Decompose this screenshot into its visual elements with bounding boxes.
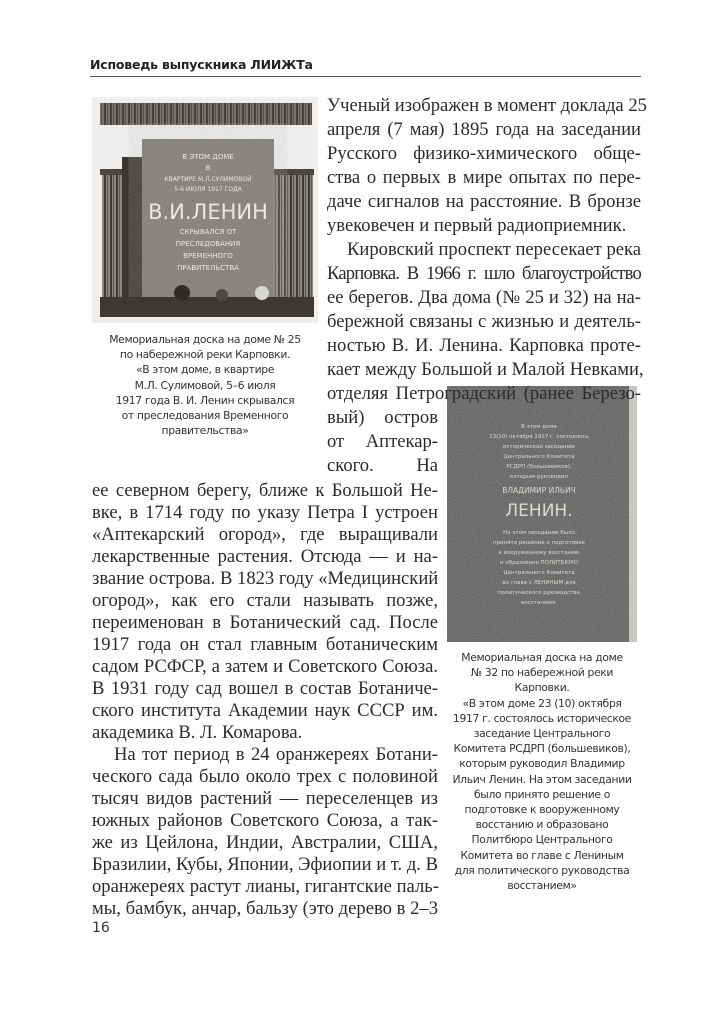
caption-line: М.Л. Сулимовой, 5–6 июля xyxy=(134,378,276,392)
body-line: огород», как его стали называть позже, xyxy=(92,590,438,611)
plaque-2-text-line: во главе с ЛЕНИНЫМ для xyxy=(502,580,576,586)
caption-line: 1917 года В. И. Ленин скрывался xyxy=(115,393,295,407)
plaque-1-text-line: СКРЫВАЛСЯ ОТ xyxy=(179,228,237,236)
plaque-photo-2-graphic xyxy=(447,386,637,642)
body-line: тысяч видов растений — переселенцев из xyxy=(92,788,438,809)
caption-line: 1917 г. состоялось историческое xyxy=(452,711,632,725)
body-line: В 1931 году сад вошел в состав Ботаниче- xyxy=(92,678,438,699)
body-line: отделяя Петроградский (ранее Березо- xyxy=(327,383,641,404)
body-line: южных районов Советского Союза, а так- xyxy=(92,810,438,831)
body-line: 1917 года он стал главным ботаническим xyxy=(92,634,438,655)
plaque-2-text-line: На этом заседании было xyxy=(503,530,575,536)
caption-line: заседание Центрального xyxy=(473,727,611,741)
photo-2-caption xyxy=(444,650,640,893)
plaque-photo-1-graphic xyxy=(92,97,318,323)
body-line: ского. На xyxy=(327,455,438,476)
photo-plaque-house-25 xyxy=(92,97,318,323)
caption-line: Мемориальная доска на доме xyxy=(461,651,623,664)
caption-line: Комитета РСДРП (большевиков), xyxy=(453,742,631,756)
running-header-title: Исповедь выпускника ЛИИЖТа xyxy=(90,57,313,72)
plaque-2-text-line: Центрального Комитета xyxy=(503,570,575,576)
photo-plaque-house-32 xyxy=(447,386,637,642)
caption-line: восстанию и образовано xyxy=(475,818,609,832)
body-line: лекарственные растения. Отсюда — и на- xyxy=(92,546,438,567)
caption-line: Ильич Ленин. На этом заседании xyxy=(452,772,632,786)
body-line: ее берегов. Два дома (№ 25 и 32) на на- xyxy=(327,287,641,308)
plaque-1-text-line: ПРАВИТЕЛЬСТВА xyxy=(177,264,239,272)
body-line: Карповка. В 1966 г. шло благоустройство xyxy=(327,263,641,284)
plaque-1-text-line: ВРЕМЕННОГО xyxy=(183,252,233,260)
plaque-1-text-line: В.И.ЛЕНИН xyxy=(148,200,268,224)
caption-line: Карповки. xyxy=(514,681,570,695)
page-number: 16 xyxy=(92,920,110,936)
body-line: Бразилии, Кубы, Японии, Эфиопии и т. д. В xyxy=(92,854,438,875)
caption-line: Мемориальная доска на доме № 25 xyxy=(109,333,301,346)
body-line: На тот период в 24 оранжереях Ботани- xyxy=(114,744,438,765)
body-line: ее северном берегу, ближе к Большой Не- xyxy=(92,480,438,501)
body-line: от Аптекар- xyxy=(327,431,438,452)
body-line: ностью В. И. Ленина. Карповка проте- xyxy=(327,335,641,356)
plaque-1-text-line: КВАРТИРЕ М.Л.СУЛИМОВОЙ xyxy=(164,176,252,183)
plaque-2-text-line: которым руководил xyxy=(510,474,568,480)
caption-line: «В этом доме, в квартире xyxy=(135,363,275,377)
body-line: Ученый изображен в момент доклада 25 xyxy=(327,95,647,116)
caption-line: № 32 по набережной реки xyxy=(470,666,614,680)
body-line: звание острова. В 1823 году «Медицинский xyxy=(92,568,439,589)
caption-line: которым руководил Владимир xyxy=(459,757,625,771)
plaque-2-text-line: к вооруженному восстанию xyxy=(498,550,580,556)
caption-line: от преследования Временного xyxy=(121,409,289,423)
caption-line: Политбюро Центрального xyxy=(471,833,613,847)
plaque-2-text-line: РСДРП (большевиков), xyxy=(506,464,572,470)
photo-1-caption xyxy=(92,332,318,438)
plaque-2-text-line: 23(10) октября 1917 г. состоялось xyxy=(489,434,589,440)
body-line: Кировский проспект пересекает река xyxy=(347,239,642,260)
caption-line: было принято решение о xyxy=(473,787,610,801)
body-line: ческого сада было около трех с половиной xyxy=(92,766,438,787)
caption-line: «В этом доме 23 (10) октября xyxy=(462,696,622,710)
body-line: ства о первых в мире опытах по пере- xyxy=(327,167,641,188)
body-line: вый) остров xyxy=(327,407,438,428)
plaque-1-text-line: В ЭТОМ ДОМЕ xyxy=(182,153,234,161)
body-line: апреля (7 мая) 1895 года на заседании xyxy=(327,119,641,140)
plaque-1-text-line: ПРЕСЛЕДОВАНИЯ xyxy=(175,240,241,248)
plaque-2-text-line: Центрального Комитета xyxy=(503,454,575,460)
body-line: вке, в 1714 году по указу Петра I устроен xyxy=(92,502,438,523)
body-line: садом РСФСР, а затем и Советского Союза. xyxy=(92,656,438,677)
body-line: академика В. Л. Комарова. xyxy=(92,722,303,743)
body-line: переименован в Ботанический сад. После xyxy=(92,612,438,633)
body-line: бережной связаны с жизнью и деятель- xyxy=(327,311,641,332)
plaque-1-text-line: 5-6 ИЮЛЯ 1917 ГОДА xyxy=(174,186,242,193)
running-header xyxy=(90,56,641,77)
plaque-2-text-line: восстанием. xyxy=(521,600,557,606)
caption-line: подготовке к вооруженному xyxy=(464,803,620,817)
body-line: оранжереях растут лианы, гигантские паль- xyxy=(92,876,439,897)
plaque-2-text-line: принято решение о подготовке xyxy=(492,540,586,546)
body-line: даче сигналов на расстояние. В бронзе xyxy=(327,191,641,212)
body-line: ского института Академии наук СССР им. xyxy=(92,700,438,721)
plaque-2-text-line: историческое заседание xyxy=(502,444,576,450)
body-line: «Аптекарский огород», где выращивали xyxy=(92,524,438,545)
caption-line: восстанием» xyxy=(507,879,577,893)
caption-line: Комитета во главе с Лениным xyxy=(460,848,624,862)
plaque-2-text-line: ЛЕНИН. xyxy=(505,501,573,521)
caption-line: для политического руководства xyxy=(454,863,630,877)
plaque-2-text-line: ВЛАДИМИР ИЛЬИЧ xyxy=(502,486,576,495)
body-line: мы, бамбук, анчар, бальзу (это дерево в 2–3 xyxy=(92,898,438,919)
plaque-1-text-line: В xyxy=(205,164,211,172)
plaque-2-text-line: и образовано ПОЛИТБЮРО xyxy=(500,560,578,566)
body-line: кает между Большой и Малой Невками, xyxy=(327,359,644,380)
body-line: же из Цейлона, Индии, Австралии, США, xyxy=(92,832,438,853)
body-line: Русского физико-химического обще- xyxy=(327,143,641,164)
caption-line: правительства» xyxy=(161,424,249,438)
plaque-2-text-line: В этом доме xyxy=(521,424,557,430)
body-line: увековечен и первый радиоприемник. xyxy=(327,215,627,236)
plaque-2-text-line: политического руководства xyxy=(498,590,580,596)
caption-line: по набережной реки Карповки. xyxy=(119,348,291,362)
